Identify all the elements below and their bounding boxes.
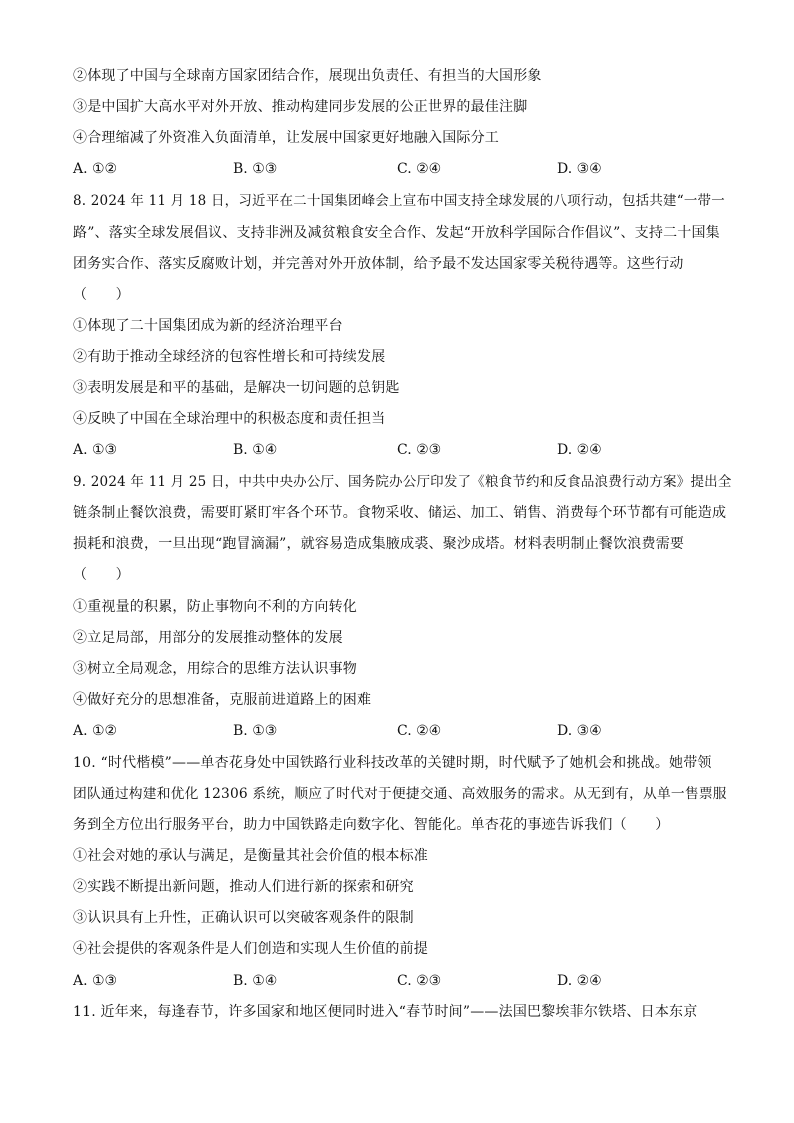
q10-option-b: B. ①④ bbox=[233, 973, 278, 989]
q9-statement-4: ④做好充分的思想准备，克服前进道路上的困难 bbox=[73, 692, 372, 708]
q8-option-d: D. ②④ bbox=[557, 442, 602, 458]
q9-option-d: D. ③④ bbox=[557, 723, 602, 739]
q9-option-b: B. ①③ bbox=[233, 723, 278, 739]
q9-stem-line-1: 9. 2024 年 11 月 25 日，中共中央办公厅、国务院办公厅印发了《粮食节约和反食品浪费行动方案》提出全 bbox=[73, 474, 732, 490]
q10-stem-line-2: 团队通过构建和优化 12306 系统，顺应了时代对于便捷交通、高效服务的需求。从无到有，从单一售票服 bbox=[73, 786, 727, 802]
q10-statement-2: ②实践不断提出新问题，推动人们进行新的探索和研究 bbox=[73, 879, 414, 895]
q8-option-a: A. ①③ bbox=[73, 442, 118, 458]
q8-stem-line-2: 路”、落实全球发展倡议、支持非洲及减贫粮食安全合作、发起“开放科学国际合作倡议”、支持二十国集 bbox=[73, 225, 720, 241]
q10-statement-3: ③认识具有上升性，正确认识可以突破客观条件的限制 bbox=[73, 910, 414, 926]
q9-option-a: A. ①② bbox=[73, 723, 118, 739]
q7-options bbox=[73, 159, 733, 179]
q9-statement-1: ①重视量的积累，防止事物向不利的方向转化 bbox=[73, 599, 357, 615]
q7-option-c: C. ②④ bbox=[397, 161, 442, 177]
q8-stem-line-1: 8. 2024 年 11 月 18 日，习近平在二十国集团峰会上宣布中国支持全球发展的八项行动，包括共建“一带一 bbox=[73, 193, 725, 209]
q9-answer-blank: （ ） bbox=[73, 567, 130, 583]
q7-statement-3: ③是中国扩大高水平对外开放、推动构建同步发展的公正世界的最佳注脚 bbox=[73, 99, 528, 115]
q9-statement-3: ③树立全局观念，用综合的思维方法认识事物 bbox=[73, 661, 357, 677]
q7-option-d: D. ③④ bbox=[557, 161, 602, 177]
q10-stem-line-3: 务到全方位出行服务平台，助力中国铁路走向数字化、智能化。单杏花的事迹告诉我们（ ） bbox=[73, 817, 670, 833]
q8-option-b: B. ①④ bbox=[233, 442, 278, 458]
q10-stem-line-1: 10. “时代楷模”——单杏花身处中国铁路行业科技改革的关键时期，时代赋予了她机会和挑战。她带领 bbox=[73, 755, 712, 771]
q10-options bbox=[73, 971, 733, 991]
q8-stem-line-3: 团务实合作、落实反腐败计划，并完善对外开放体制，给予最不发达国家零关税待遇等。这些行动 bbox=[73, 256, 684, 272]
q8-statement-3: ③表明发展是和平的基础，是解决一切问题的总钥匙 bbox=[73, 380, 400, 396]
q9-options bbox=[73, 721, 733, 741]
q10-option-c: C. ②③ bbox=[397, 973, 442, 989]
q8-statement-2: ②有助于推动全球经济的包容性增长和可持续发展 bbox=[73, 349, 386, 365]
q10-option-d: D. ②④ bbox=[557, 973, 602, 989]
q7-option-b: B. ①③ bbox=[233, 161, 278, 177]
q7-statement-2: ②体现了中国与全球南方国家团结合作，展现出负责任、有担当的大国形象 bbox=[73, 68, 542, 84]
q9-stem-line-3: 损耗和浪费，一旦出现“跑冒滴漏”，就容易造成集腋成裘、聚沙成塔。材料表明制止餐饮浪费需要 bbox=[73, 536, 685, 552]
q7-statement-4: ④合理缩减了外资准入负面清单，让发展中国家更好地融入国际分工 bbox=[73, 130, 499, 146]
q8-options bbox=[73, 440, 733, 460]
q10-statement-4: ④社会提供的客观条件是人们创造和实现人生价值的前提 bbox=[73, 941, 428, 957]
q10-option-a: A. ①③ bbox=[73, 973, 118, 989]
q10-statement-1: ①社会对她的承认与满足，是衡量其社会价值的根本标准 bbox=[73, 848, 428, 864]
q9-stem-line-2: 链条制止餐饮浪费，需要盯紧盯牢各个环节。食物采收、储运、加工、销售、消费每个环节都有可能造成 bbox=[73, 505, 727, 521]
q8-statement-1: ①体现了二十国集团成为新的经济治理平台 bbox=[73, 318, 343, 334]
q8-answer-blank: （ ） bbox=[73, 287, 130, 303]
q11-stem-line-1: 11. 近年来，每逢春节，许多国家和地区便同时进入“春节时间”——法国巴黎埃菲尔铁塔、日本东京 bbox=[73, 1004, 698, 1020]
q9-option-c: C. ②④ bbox=[397, 723, 442, 739]
q8-statement-4: ④反映了中国在全球治理中的积极态度和责任担当 bbox=[73, 411, 386, 427]
q9-statement-2: ②立足局部，用部分的发展推动整体的发展 bbox=[73, 630, 343, 646]
q8-option-c: C. ②③ bbox=[397, 442, 442, 458]
q7-option-a: A. ①② bbox=[73, 161, 118, 177]
